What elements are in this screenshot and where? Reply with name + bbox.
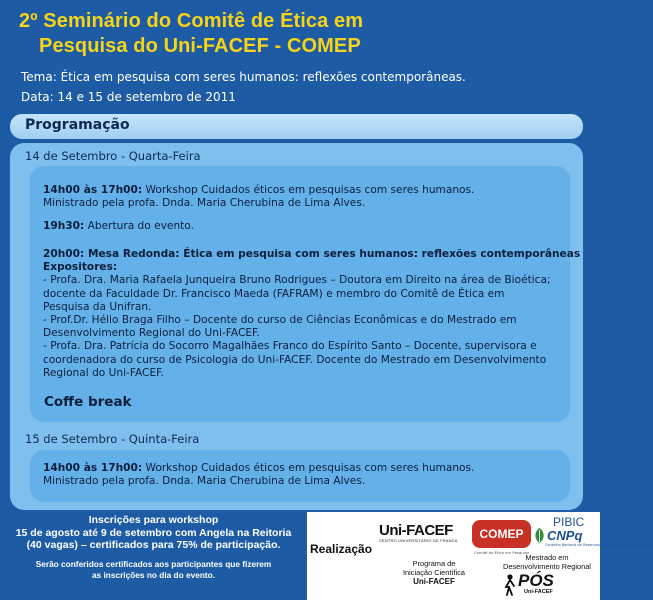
prog-ic-line2: Iniciação Científica: [402, 567, 466, 577]
speaker-line: coordenadora do curso de Psicologia do Uni-FACEF. Docente do Mestrado em Desenvolvimento: [43, 353, 547, 366]
registration-info: [0, 512, 307, 600]
mestrado-logo: [497, 554, 597, 571]
day2-workshop-speaker: Ministrado pela profa. Dnda. Maria Cherubina de Lima Alves.: [43, 475, 366, 488]
certificate-note-line2: as inscrições no dia do evento.: [91, 569, 216, 580]
realizacao-label: Realização: [310, 542, 373, 556]
programacao-header-bar: [10, 114, 583, 139]
day1-speakers-label: Expositores:: [43, 261, 118, 274]
cnpq-logo: CNPq: [547, 528, 583, 543]
day2-workshop-time: 14h00 às 17h00:: [43, 462, 143, 474]
registration-period: 15 de agosto até 9 de setembro com Angela na Reitoria: [15, 526, 292, 539]
speaker-line: Desenvolvimento Regional do Uni-FACEF.: [43, 327, 260, 340]
registration-vacancies: (40 vagas) – certificados para 75% de participação.: [26, 539, 281, 551]
speaker-line: docente da Faculdade Dr. Francisco Maeda (FAFRAM) e membro do Comitê de Ética em: [43, 287, 505, 300]
speaker-line: - Prof.Dr. Hélio Braga Filho – Docente do curso de Ciências Econômicas e do Mestrado em: [43, 314, 517, 327]
unifacef-logo: Uni-FACEF: [379, 522, 453, 539]
event-date: Data: 14 e 15 de setembro de 2011: [21, 90, 236, 104]
speaker-line: - Profa. Dra. Patrícia do Socorro Magalhães Franco do Espírito Santo – Docente, supervisora e: [43, 340, 537, 353]
day1-workshop: [43, 184, 474, 210]
certificate-note: [0, 559, 307, 581]
day2-heading: 15 de Setembro - Quinta-Feira: [25, 432, 200, 446]
speaker-line: Regional do Uni-FACEF.: [43, 366, 164, 379]
cnpq-leaf-icon: [533, 528, 546, 543]
event-title-line1: 2º Seminário do Comitê de Ética em: [19, 10, 364, 32]
pos-logo: PÓS: [518, 571, 554, 590]
day1-workshop-title: Workshop Cuidados éticos em pesquisas com seres humanos.: [142, 184, 475, 196]
event-theme: Tema: Ética em pesquisa com seres humanos: reflexões contemporâneas.: [21, 70, 466, 84]
event-title-line2: Pesquisa do Uni-FACEF - COMEP: [39, 35, 361, 57]
unifacef-logo-subtitle: CENTRO UNIVERSITÁRIO DE FRANCA: [379, 539, 458, 543]
day1-opening: [43, 220, 194, 233]
day1-round-table-title: 20h00: Mesa Redonda: Ética em pesquisa com seres humanos: reflexões contemporâneas: [43, 248, 581, 260]
coffee-break: Coffe break: [44, 394, 132, 410]
registration-heading: Inscrições para workshop: [88, 514, 219, 526]
prog-ic-line1: Programa de: [412, 559, 456, 568]
day1-workshop-time: 14h00 às 17h00:: [43, 184, 143, 196]
mestrado-line2: Desenvolvimento Regional: [503, 561, 591, 571]
pibic-logo: PIBIC: [553, 515, 585, 529]
day1-round-table: [43, 248, 580, 380]
day2-workshop: [43, 462, 474, 488]
mestrado-line1: Mestrado em: [525, 553, 569, 562]
organizers-panel: [307, 512, 653, 600]
day1-workshop-speaker: Ministrado pela profa. Dnda. Maria Cherubina de Lima Alves.: [43, 197, 366, 210]
programacao-label: Programação: [25, 117, 130, 133]
iniciacao-cientifica-logo: [395, 560, 473, 587]
comep-logo: COMEP: [472, 520, 531, 548]
speaker-line: Pesquisa da Unifran.: [43, 300, 152, 313]
day1-heading: 14 de Setembro - Quarta-Feira: [25, 149, 201, 163]
day1-opening-time: 19h30:: [43, 220, 85, 232]
certificate-note-line1: Serão conferidos certificados aos participantes que fizerem: [35, 558, 272, 569]
comep-logo-subtitle: Comitê de Ética em Pesquisa: [473, 550, 530, 555]
day1-opening-text: Abertura do evento.: [84, 220, 194, 232]
speaker-line: - Profa. Dra. Maria Rafaela Junqueira Bruno Rodrigues – Doutora em Direito na área de Bioética;: [43, 274, 551, 287]
pos-logo-subtitle: Uni-FACEF: [524, 589, 553, 595]
prog-ic-brand: Uni-FACEF: [413, 577, 455, 586]
pos-figure-icon: [503, 574, 517, 596]
day2-workshop-title: Workshop Cuidados éticos em pesquisas com seres humanos.: [142, 462, 475, 474]
cnpq-logo-subtitle: Conselho Nacional de Desenvolvimento Científico e Tecnológico: [545, 543, 653, 547]
